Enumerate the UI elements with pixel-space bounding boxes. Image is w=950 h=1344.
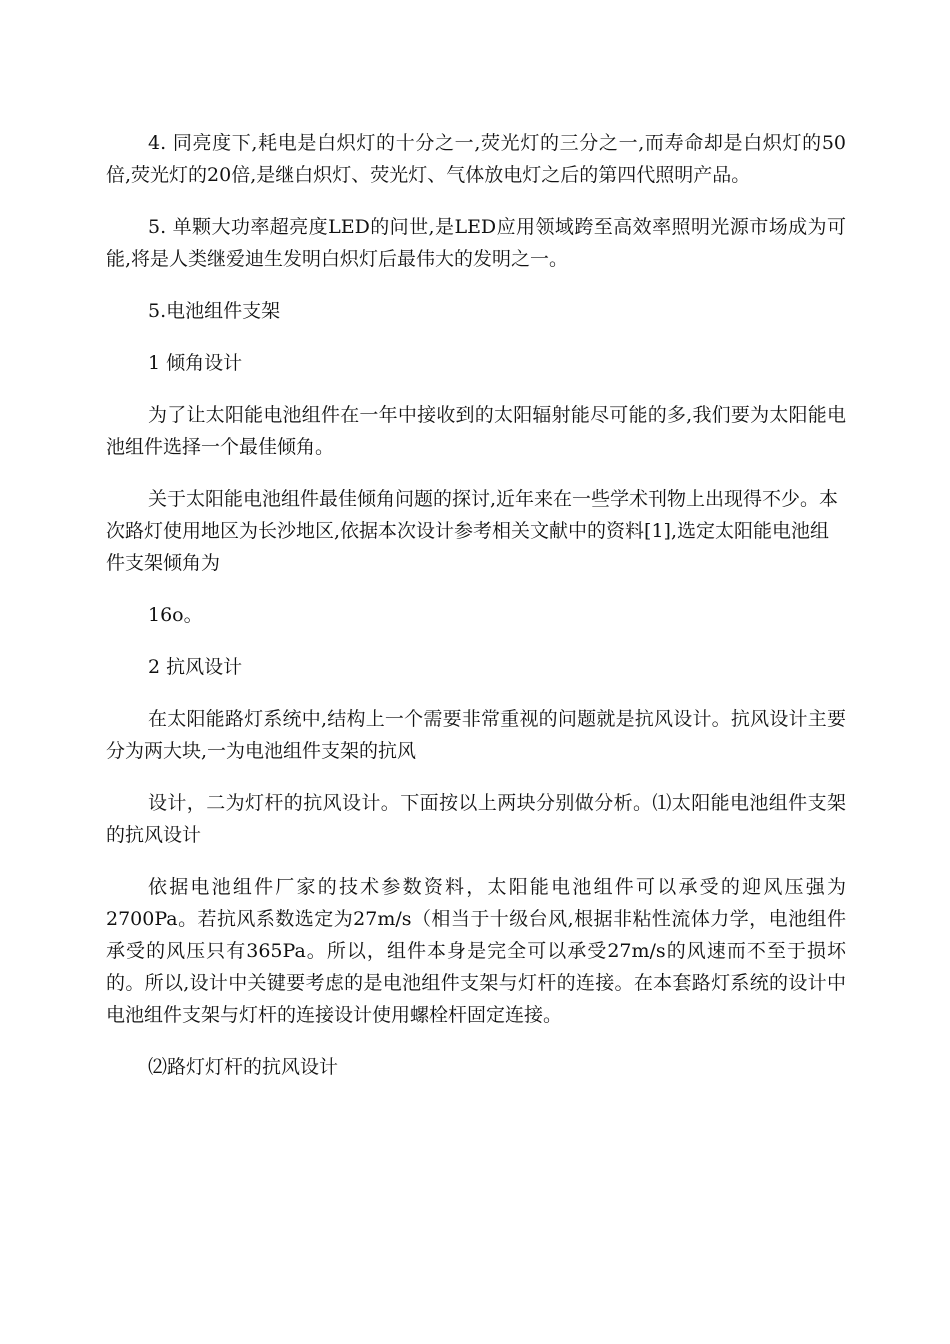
paragraph-wind-bracket-analysis: 依据电池组件厂家的技术参数资料，太阳能电池组件可以承受的迎风压强为2700Pa。若抗风系数选定为27m/s（相当于十级台风,根据非粘性流体力学，电池组件承受的风压只有365Pa。所以，组件本身是完全可以承受27m/s的风速而不至于损坏的。所以,设计中关键要考虑的是电池组件支架与灯杆的连接。在本套路灯系统的设计中电池组件支架与灯杆的连接设计使用螺栓杆固定连接。 bbox=[106, 876, 846, 1026]
paragraph-wind-intro: 在太阳能路灯系统中,结构上一个需要非常重视的问题就是抗风设计。抗风设计主要分为两大块,一为电池组件支架的抗风 bbox=[106, 708, 846, 762]
paragraph-led-efficiency: 4. 同亮度下,耗电是白炽灯的十分之一,荧光灯的三分之一,而寿命却是白炽灯的50倍,荧光灯的20倍,是继白炽灯、荧光灯、气体放电灯之后的第四代照明产品。 bbox=[106, 132, 846, 186]
paragraph-tilt-purpose: 为了让太阳能电池组件在一年中接收到的太阳辐射能尽可能的多,我们要为太阳能电池组件选择一个最佳倾角。 bbox=[106, 404, 846, 458]
paragraph-led-high-power: 5. 单颗大功率超亮度LED的问世,是LED应用领域跨至高效率照明光源市场成为可能,将是人类继爱迪生发明白炽灯后最伟大的发明之一。 bbox=[106, 216, 846, 270]
paragraph-tilt-reference: 关于太阳能电池组件最佳倾角问题的探讨,近年来在一些学术刊物上出现得不少。本次路灯使用地区为长沙地区,依据本次设计参考相关文献中的资料[1],选定太阳能电池组件支架倾角为 bbox=[106, 488, 839, 574]
subsection-heading-wind-design: 2 抗风设计 bbox=[148, 656, 243, 678]
subsection-heading-tilt-design: 1 倾角设计 bbox=[148, 352, 243, 374]
paragraph-wind-split: 设计，二为灯杆的抗风设计。下面按以上两块分别做分析。⑴太阳能电池组件支架的抗风设计 bbox=[106, 792, 846, 846]
subsection-heading-pole-wind: ⑵路灯灯杆的抗风设计 bbox=[148, 1056, 339, 1078]
paragraph-tilt-value: 16o。 bbox=[148, 604, 203, 626]
document-body bbox=[106, 127, 846, 1103]
section-heading-battery-bracket: 5.电池组件支架 bbox=[148, 300, 281, 322]
